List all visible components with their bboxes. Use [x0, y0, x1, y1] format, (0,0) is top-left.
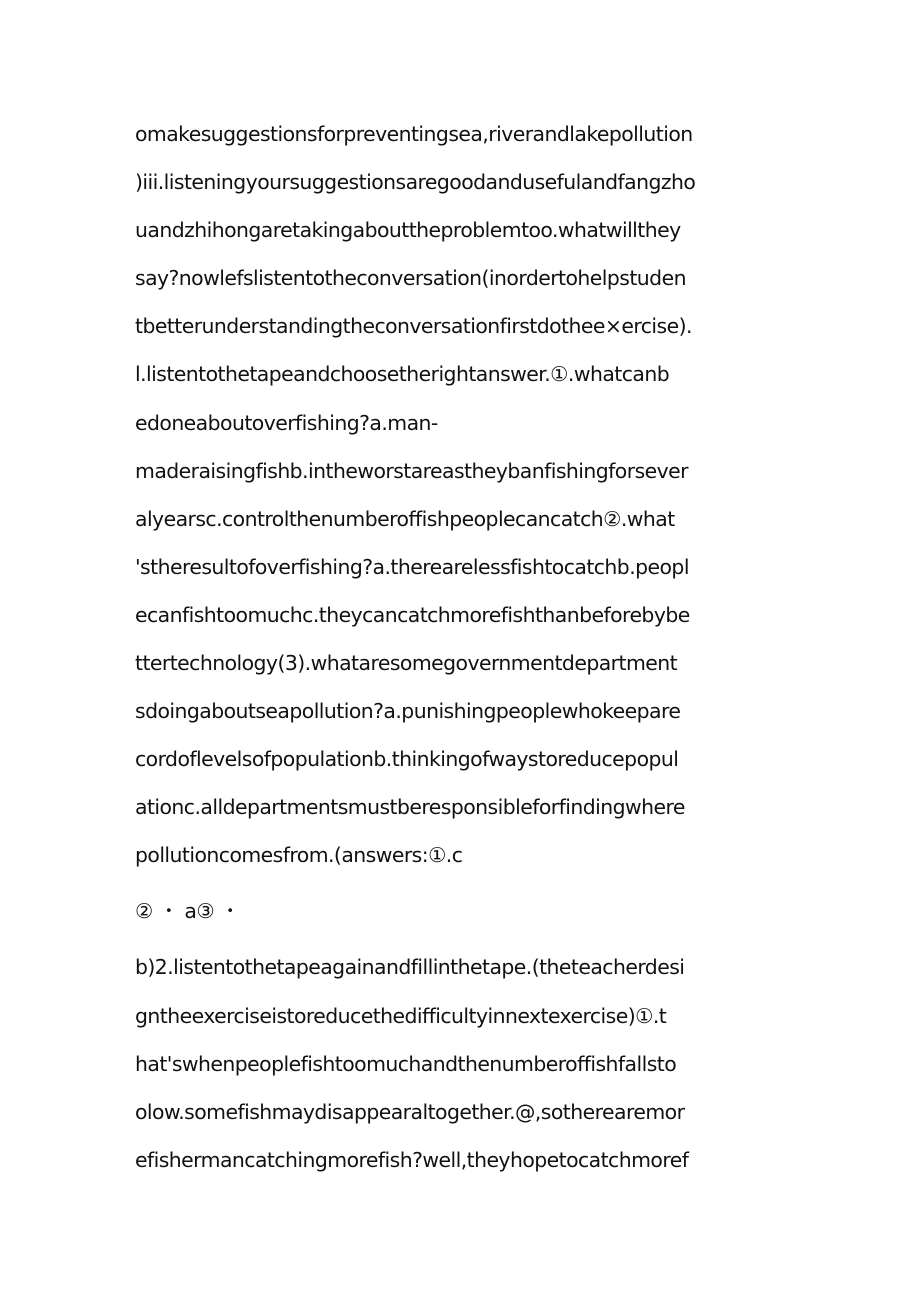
text-line: omakesuggestionsforpreventingsea,riverandlakepollution — [135, 122, 693, 146]
text-line: hat'swhenpeoplefishtoomuchandthenumberoffishfallsto — [135, 1051, 677, 1076]
text-line: 'stheresultofoverfishing?a.therearelessfishtocatchb.peopl — [135, 554, 689, 579]
text-line: ttertechnology(3).whataresomegovernmentdepartment — [135, 651, 678, 676]
text-line: ationc.alldepartmentsmustberesponsibleforfindingwhere — [135, 795, 685, 820]
text-line: pollutioncomesfrom.(answers:①.c — [135, 843, 463, 868]
text-line: efishermancatchingmorefish?well,theyhopetocatchmoref — [135, 1147, 689, 1172]
text-line: sdoingaboutseapollution?a.punishingpeoplewhokeepare — [135, 699, 681, 724]
text-line: say?nowlefslistentotheconversation(inordertohelpstuden — [135, 266, 686, 291]
text-line: )iii.listeningyoursuggestionsaregoodandusefulandfangzho — [135, 170, 696, 195]
text-line: edoneaboutoverfishing?a.man- — [135, 410, 438, 435]
text-line: cordoflevelsofpopulationb.thinkingofwaystoreducepopul — [135, 747, 679, 772]
text-line: ecanfishtoomuchc.theycancatchmorefishthanbeforebybe — [135, 602, 690, 627]
text-line: maderaisingfishb.intheworstareastheybanfishingforsever — [135, 458, 688, 483]
text-line: b)2.listentothetapeagainandfillinthetape.(theteacherdesi — [135, 955, 685, 980]
text-line: ② ・ a③ ・ — [135, 899, 240, 924]
text-line: l.listentothetapeandchoosetherightanswer.①.whatcanb — [135, 362, 670, 387]
body-text — [135, 112, 790, 1186]
text-line: uandzhihongaretakingabouttheproblemtoo.whatwillthey — [135, 218, 681, 243]
text-line: tbetterunderstandingtheconversationfirstdothee×ercise). — [135, 314, 692, 339]
text-line: olow.somefishmaydisappearaltogether.@,sotherearemor — [135, 1099, 685, 1124]
text-line: gntheexerciseistoreducethedifficultyinnextexercise)①.t — [135, 1003, 667, 1028]
text-line: alyearsc.controlthenumberoffishpeoplecancatch②.what — [135, 506, 675, 531]
